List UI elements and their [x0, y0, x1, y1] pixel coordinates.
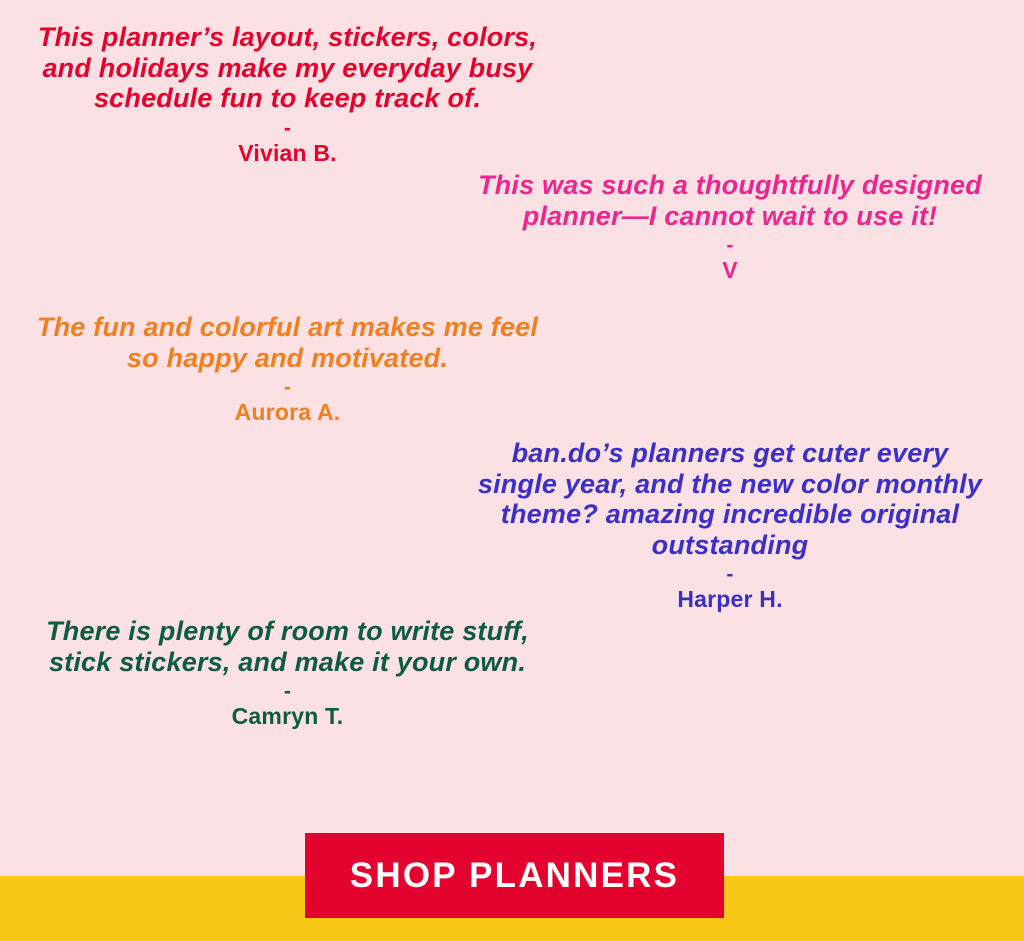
testimonial-1	[30, 22, 545, 166]
testimonial-2-quote: This was such a thoughtfully designed planner—I cannot wait to use it!	[478, 170, 982, 231]
testimonial-5-dash: -	[283, 680, 292, 703]
testimonial-5-author: Camryn T.	[231, 703, 344, 730]
testimonial-3-author: Aurora A.	[234, 399, 341, 426]
testimonial-1-author: Vivian B.	[238, 139, 337, 166]
testimonial-4-dash: -	[726, 563, 734, 586]
testimonial-1-dash: -	[283, 116, 292, 140]
testimonial-4-quote: ban.do’s planners get cuter every single year, and the new color monthly theme? amazing incredible original outstanding	[477, 438, 983, 560]
testimonial-5	[25, 616, 550, 729]
testimonial-4-author: Harper H.	[677, 586, 783, 613]
testimonial-2-dash: -	[726, 234, 734, 257]
testimonial-3	[25, 312, 550, 425]
testimonial-2-author: V	[722, 257, 738, 284]
shop-planners-button[interactable]: SHOP PLANNERS	[305, 833, 724, 918]
testimonial-4	[470, 438, 990, 612]
testimonial-2	[470, 170, 990, 283]
testimonial-5-quote: There is plenty of room to write stuff, stick stickers, and make it your own.	[46, 616, 529, 677]
testimonial-3-dash: -	[283, 376, 292, 399]
testimonial-3-quote: The fun and colorful art makes me feel so happy and motivated.	[36, 312, 539, 373]
testimonial-1-quote: This planner’s layout, stickers, colors, and holidays make my everyday busy schedule fun to keep track of.	[37, 22, 538, 113]
